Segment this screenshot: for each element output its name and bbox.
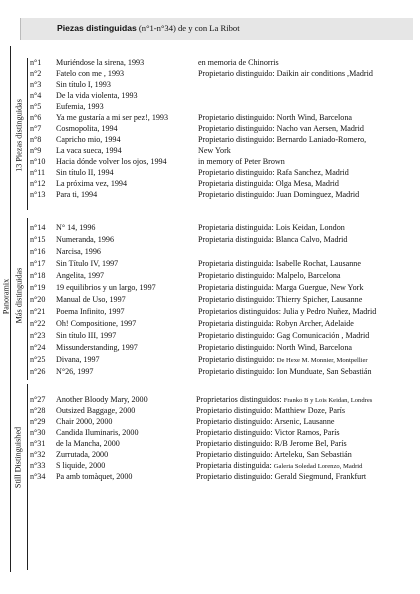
item-note: [196, 395, 372, 406]
item-title: Para ti, 1994: [56, 190, 98, 199]
item-note: Propietario distinguido: Victor Ramos, París: [196, 428, 340, 437]
item-number: n°22: [30, 319, 46, 328]
item-title: Numeranda, 1996: [56, 235, 114, 244]
item-number: n°31: [30, 439, 46, 448]
item-title: Sin Título IV, 1997: [56, 259, 119, 268]
item-note: Propietario distinguido: Daikin air conditions ,Madrid: [198, 69, 373, 78]
item-title: Hacia dónde volver los ojos, 1994: [56, 157, 167, 166]
item-number: n°15: [30, 235, 46, 244]
item-number: n°4: [30, 91, 42, 100]
item-note: Propietario distinguido: Juan Dominguez, Madrid: [198, 190, 360, 199]
item-number: n°30: [30, 428, 46, 437]
item-title: Zurrutada, 2000: [56, 450, 109, 459]
item-note: Propietaria distinguida: Olga Mesa, Madrid: [198, 179, 339, 188]
item-number: n°8: [30, 135, 42, 144]
item-title: N°26, 1997: [56, 367, 94, 376]
item-title: De la vida violenta, 1993: [56, 91, 138, 100]
item-title: Eufemia, 1993: [56, 102, 104, 111]
group1-rule: [27, 58, 28, 210]
item-number: n°18: [30, 271, 46, 280]
item-title: Divana, 1997: [56, 355, 100, 364]
item-note: Propietaria distinguida: Blanca Calvo, Madrid: [198, 235, 348, 244]
item-title: N° 14, 1996: [56, 223, 96, 232]
item-note: [196, 461, 362, 472]
item-note: Propietario distinguido: North Wind, Barcelona: [198, 113, 352, 122]
item-note-main: Proprietarios distinguidos:: [196, 395, 284, 404]
item-number: n°33: [30, 461, 46, 470]
item-title: La vaca sueca, 1994: [56, 146, 122, 155]
item-note-small: Galeria Soledad Lorenzo, Madrid: [273, 463, 363, 470]
item-title: Another Bloody Mary, 2000: [56, 395, 148, 404]
item-note: Propietario distinguido: Arsenic, Lausanne: [196, 417, 335, 426]
item-number: n°24: [30, 343, 46, 352]
item-number: n°3: [30, 80, 42, 89]
item-title: 19 equilibrios y un largo, 1997: [56, 283, 156, 292]
group1-label: 13 Piezas distinguidas: [14, 99, 24, 172]
item-title: de la Mancha, 2000: [56, 439, 120, 448]
item-note: Propietario distinguido: Arteleku, San Sebastián: [196, 450, 352, 459]
item-note: [198, 355, 368, 366]
item-title: S liquide, 2000: [56, 461, 106, 470]
item-number: n°12: [30, 179, 46, 188]
item-title: Candida Iluminaris, 2000: [56, 428, 139, 437]
item-number: n°28: [30, 406, 46, 415]
page-title: [57, 23, 240, 33]
item-number: n°5: [30, 102, 42, 111]
item-note: Propietario distinguido: Bernardo Laniado-Romero,: [198, 135, 367, 144]
item-number: n°34: [30, 472, 46, 481]
item-number: n°13: [30, 190, 46, 199]
item-number: n°27: [30, 395, 46, 404]
item-note: Propietario distinguido: Gerald Siegmund, Frankfurt: [196, 472, 367, 481]
item-number: n°9: [30, 146, 42, 155]
item-title: Sin título III, 1997: [56, 331, 117, 340]
item-number: n°26: [30, 367, 46, 376]
item-note-main: Propietario distinguido:: [198, 355, 277, 364]
item-note: Propietaria distinguida: Lois Keidan, London: [198, 223, 345, 232]
group3-rule: [27, 384, 28, 570]
item-note: Propietario distinguido: North Wind, Barcelona: [198, 343, 352, 352]
item-note: Propietaria distinguida: Isabelle Rochat, Lausanne: [198, 259, 361, 268]
item-number: n°19: [30, 283, 46, 292]
item-number: n°7: [30, 124, 42, 133]
item-title: Outsized Baggage, 2000: [56, 406, 136, 415]
item-number: n°32: [30, 450, 46, 459]
item-note: Propietaria distinguida: Marga Guergue, New York: [198, 283, 364, 292]
item-note: Propietarios distinguidos: Julia y Pedro Nuñez, Madrid: [198, 307, 377, 316]
item-number: n°2: [30, 69, 42, 78]
item-note: en memoria de Chinorris: [198, 58, 279, 67]
item-note: in memory of Peter Brown: [198, 157, 285, 166]
item-number: n°14: [30, 223, 46, 232]
item-note: Propietaria distinguida: Robyn Archer, Adelaide: [198, 319, 354, 328]
item-number: n°6: [30, 113, 42, 122]
item-title: Muriéndose la sirena, 1993: [56, 58, 145, 67]
item-title: Pa amb tomàquet, 2000: [56, 472, 133, 481]
item-note: Propietario distinguido: R/B Jerome Bel, París: [196, 439, 347, 448]
item-number: n°16: [30, 247, 46, 256]
page-title-bold: Piezas distinguidas: [57, 23, 137, 33]
item-title: Capricho mio, 1994: [56, 135, 121, 144]
item-title: Poema Infinito, 1997: [56, 307, 125, 316]
item-title: Fatelo con me , 1993: [56, 69, 125, 78]
group3-label: Still Distinguished: [13, 426, 23, 489]
item-title: Oh! Compositione, 1997: [56, 319, 137, 328]
item-note-main: Propietaria distinguida:: [196, 461, 274, 470]
item-title: La próxima vez, 1994: [56, 179, 128, 188]
item-title: Manual de Uso, 1997: [56, 295, 126, 304]
item-title: Chair 2000, 2000: [56, 417, 113, 426]
item-title: Narcisa, 1996: [56, 247, 101, 256]
item-number: n°11: [30, 168, 46, 177]
item-title: Angelita, 1997: [56, 271, 105, 280]
item-number: n°17: [30, 259, 46, 268]
item-note: Propietario distinguido: Ion Munduate, San Sebastián: [198, 367, 372, 376]
item-number: n°10: [30, 157, 46, 166]
item-note: Propietario distinguido: Thierry Spicher, Lausanne: [198, 295, 363, 304]
page-title-rest: (n°1-n°34) de y con La Ribot: [136, 23, 240, 33]
item-number: n°23: [30, 331, 46, 340]
item-title: Sin título II, 1994: [56, 168, 114, 177]
page-header: [20, 18, 413, 40]
item-note: Propietario distinguido: Nacho van Aersen, Madrid: [198, 124, 364, 133]
item-title: Missunderstanding, 1997: [56, 343, 138, 352]
item-number: n°29: [30, 417, 46, 426]
item-number: n°20: [30, 295, 46, 304]
panoramix-label: Panoramix: [1, 278, 11, 315]
item-note-small: De Hexe M. Monnier, Montpellier: [276, 357, 368, 364]
item-number: n°21: [30, 307, 46, 316]
group2-label: Más distinguidas: [14, 267, 24, 324]
item-title: Cosmopolita, 1994: [56, 124, 118, 133]
item-note-small: Franko B y Lois Keidan, Londres: [283, 397, 373, 404]
item-note: New York: [198, 146, 231, 155]
item-note: Propietario distinguido: Rafa Sanchez, Madrid: [198, 168, 349, 177]
item-note: Propietario distinguido: Matthiew Doze, París: [196, 406, 346, 415]
item-title: Ya me gustaría a mi ser pez!, 1993: [56, 113, 169, 122]
item-note: Propietario distinguido: Malpelo, Barcelona: [198, 271, 341, 280]
group2-rule: [27, 218, 28, 380]
item-title: Sin título I, 1993: [56, 80, 111, 89]
item-number: n°1: [30, 58, 42, 67]
item-note: Propietario distinguido: Gag Comunicación , Madrid: [198, 331, 370, 340]
item-number: n°25: [30, 355, 46, 364]
